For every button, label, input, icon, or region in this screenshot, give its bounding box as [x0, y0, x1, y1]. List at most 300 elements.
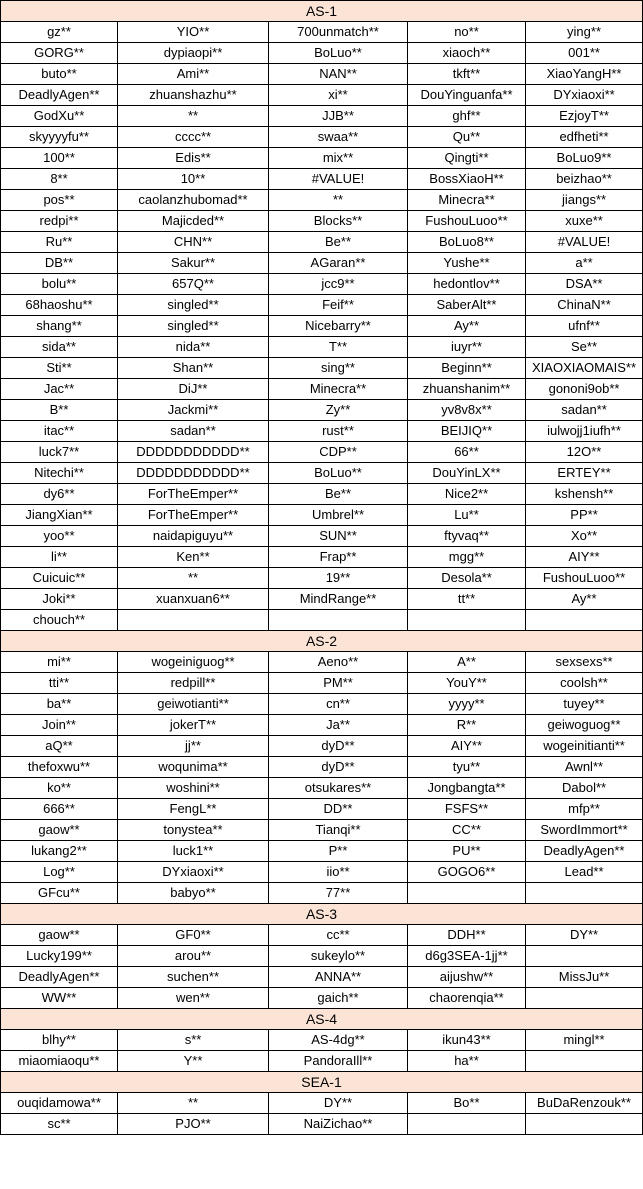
- player-name-cell: Lu**: [408, 505, 526, 526]
- player-name-cell: mfp**: [526, 799, 643, 820]
- player-name-cell: MindRange**: [269, 589, 408, 610]
- player-name-cell: AIY**: [408, 736, 526, 757]
- player-name-cell: 12O**: [526, 442, 643, 463]
- player-name-cell: buto**: [1, 64, 118, 85]
- player-name-cell: PandoraIll**: [269, 1051, 408, 1072]
- player-name-cell: yv8v8x**: [408, 400, 526, 421]
- player-name-cell: gaow**: [1, 820, 118, 841]
- player-name-cell: DYxiaoxi**: [526, 85, 643, 106]
- player-name-cell: ChinaN**: [526, 295, 643, 316]
- player-name-cell: naidapiguyu**: [118, 526, 269, 547]
- player-name-cell: tuyey**: [526, 694, 643, 715]
- table-row: [1, 211, 643, 232]
- table-row: [1, 568, 643, 589]
- player-name-cell: tyu**: [408, 757, 526, 778]
- player-name-cell: mi**: [1, 652, 118, 673]
- section-title: AS-1: [1, 1, 643, 22]
- player-name-cell: Yushe**: [408, 253, 526, 274]
- player-name-cell: s**: [118, 1030, 269, 1051]
- player-name-cell: mix**: [269, 148, 408, 169]
- player-name-cell: JiangXian**: [1, 505, 118, 526]
- table-row: [1, 505, 643, 526]
- player-name-cell: B**: [1, 400, 118, 421]
- player-name-cell: Nice2**: [408, 484, 526, 505]
- player-name-cell: 657Q**: [118, 274, 269, 295]
- player-name-cell: arou**: [118, 946, 269, 967]
- player-name-cell: GodXu**: [1, 106, 118, 127]
- table-row: [1, 253, 643, 274]
- player-name-cell: 666**: [1, 799, 118, 820]
- table-row: [1, 589, 643, 610]
- player-name-cell: Be**: [269, 232, 408, 253]
- player-name-cell: dypiaopi**: [118, 43, 269, 64]
- player-name-cell: geiwoguog**: [526, 715, 643, 736]
- player-name-cell: cn**: [269, 694, 408, 715]
- player-name-cell: Ru**: [1, 232, 118, 253]
- player-name-cell: ForTheEmper**: [118, 505, 269, 526]
- player-name-cell: gononi9ob**: [526, 379, 643, 400]
- player-name-cell: Aeno**: [269, 652, 408, 673]
- player-name-cell: DeadlyAgen**: [526, 841, 643, 862]
- player-name-cell: 8**: [1, 169, 118, 190]
- player-name-cell: XIAOXIAOMAIS**: [526, 358, 643, 379]
- player-name-cell: Minecra**: [408, 190, 526, 211]
- player-name-cell: cc**: [269, 925, 408, 946]
- player-name-cell: [408, 883, 526, 904]
- player-name-cell: tonystea**: [118, 820, 269, 841]
- player-name-cell: 100**: [1, 148, 118, 169]
- player-name-cell: Tianqi**: [269, 820, 408, 841]
- table-row: [1, 883, 643, 904]
- player-name-cell: ikun43**: [408, 1030, 526, 1051]
- player-name-cell: dy6**: [1, 484, 118, 505]
- player-name-cell: BossXiaoH**: [408, 169, 526, 190]
- player-name-cell: itac**: [1, 421, 118, 442]
- player-name-cell: ghf**: [408, 106, 526, 127]
- player-name-cell: bolu**: [1, 274, 118, 295]
- table-row: [1, 64, 643, 85]
- player-name-cell: yoo**: [1, 526, 118, 547]
- player-name-cell: DB**: [1, 253, 118, 274]
- section-header-row: [1, 1009, 643, 1030]
- player-name-cell: Ja**: [269, 715, 408, 736]
- player-name-cell: Y**: [118, 1051, 269, 1072]
- player-name-cell: zhuanshanim**: [408, 379, 526, 400]
- player-name-cell: GORG**: [1, 43, 118, 64]
- player-name-cell: nida**: [118, 337, 269, 358]
- player-name-cell: **: [118, 1093, 269, 1114]
- player-name-cell: NAN**: [269, 64, 408, 85]
- player-name-cell: iio**: [269, 862, 408, 883]
- table-row: [1, 1114, 643, 1135]
- player-name-cell: Qingti**: [408, 148, 526, 169]
- player-name-cell: A**: [408, 652, 526, 673]
- player-name-cell: sida**: [1, 337, 118, 358]
- player-name-cell: FengL**: [118, 799, 269, 820]
- table-row: [1, 862, 643, 883]
- player-name-cell: ufnf**: [526, 316, 643, 337]
- player-name-cell: ying**: [526, 22, 643, 43]
- player-name-cell: rust**: [269, 421, 408, 442]
- player-name-cell: CHN**: [118, 232, 269, 253]
- player-name-cell: wogeiniguog**: [118, 652, 269, 673]
- player-name-cell: woshini**: [118, 778, 269, 799]
- table-row: [1, 463, 643, 484]
- player-name-cell: beizhao**: [526, 169, 643, 190]
- player-name-cell: ftyvaq**: [408, 526, 526, 547]
- table-row: [1, 1093, 643, 1114]
- player-name-cell: gz**: [1, 22, 118, 43]
- player-name-cell: CDP**: [269, 442, 408, 463]
- player-name-cell: xuxe**: [526, 211, 643, 232]
- player-name-cell: SaberAlt**: [408, 295, 526, 316]
- player-name-cell: sc**: [1, 1114, 118, 1135]
- player-name-cell: [118, 610, 269, 631]
- player-name-cell: DeadlyAgen**: [1, 967, 118, 988]
- player-name-cell: DDH**: [408, 925, 526, 946]
- player-name-cell: kshensh**: [526, 484, 643, 505]
- table-row: [1, 274, 643, 295]
- player-name-cell: li**: [1, 547, 118, 568]
- player-name-cell: Nicebarry**: [269, 316, 408, 337]
- player-name-cell: Beginn**: [408, 358, 526, 379]
- player-name-cell: jj**: [118, 736, 269, 757]
- table-row: [1, 715, 643, 736]
- player-name-cell: Jongbangta**: [408, 778, 526, 799]
- player-name-cell: redpi**: [1, 211, 118, 232]
- player-name-cell: T**: [269, 337, 408, 358]
- section-header-row: [1, 1072, 643, 1093]
- section-title: AS-3: [1, 904, 643, 925]
- player-name-cell: Jackmi**: [118, 400, 269, 421]
- player-list-body: [1, 1, 643, 1135]
- player-name-cell: DDDDDDDDDDD**: [118, 463, 269, 484]
- player-name-cell: R**: [408, 715, 526, 736]
- player-name-cell: [526, 988, 643, 1009]
- player-name-cell: sing**: [269, 358, 408, 379]
- player-name-cell: GOGO6**: [408, 862, 526, 883]
- player-name-cell: Ay**: [408, 316, 526, 337]
- player-name-cell: Majicded**: [118, 211, 269, 232]
- player-name-cell: NaiZichao**: [269, 1114, 408, 1135]
- player-name-cell: Blocks**: [269, 211, 408, 232]
- section-title: AS-2: [1, 631, 643, 652]
- player-name-cell: luck7**: [1, 442, 118, 463]
- player-name-cell: gaow**: [1, 925, 118, 946]
- table-row: [1, 673, 643, 694]
- section-title: SEA-1: [1, 1072, 643, 1093]
- table-row: [1, 379, 643, 400]
- player-name-cell: Frap**: [269, 547, 408, 568]
- player-name-cell: Lead**: [526, 862, 643, 883]
- player-name-cell: DouYinguanfa**: [408, 85, 526, 106]
- player-name-cell: BuDaRenzouk**: [526, 1093, 643, 1114]
- table-row: [1, 820, 643, 841]
- table-row: [1, 946, 643, 967]
- player-name-cell: otsukares**: [269, 778, 408, 799]
- table-row: [1, 127, 643, 148]
- player-name-cell: GFcu**: [1, 883, 118, 904]
- player-name-cell: DouYinLX**: [408, 463, 526, 484]
- table-row: [1, 232, 643, 253]
- table-row: [1, 547, 643, 568]
- player-name-cell: xiaoch**: [408, 43, 526, 64]
- player-name-cell: chouch**: [1, 610, 118, 631]
- player-name-cell: sadan**: [118, 421, 269, 442]
- table-row: [1, 694, 643, 715]
- player-name-cell: jokerT**: [118, 715, 269, 736]
- table-row: [1, 1030, 643, 1051]
- section-title: AS-4: [1, 1009, 643, 1030]
- player-name-cell: ba**: [1, 694, 118, 715]
- player-name-cell: hedontlov**: [408, 274, 526, 295]
- player-name-cell: Jac**: [1, 379, 118, 400]
- player-name-cell: DD**: [269, 799, 408, 820]
- table-row: [1, 736, 643, 757]
- player-name-cell: Desola**: [408, 568, 526, 589]
- player-name-cell: AS-4dg**: [269, 1030, 408, 1051]
- player-name-cell: yyyy**: [408, 694, 526, 715]
- player-name-cell: EzjoyT**: [526, 106, 643, 127]
- player-name-cell: [526, 1114, 643, 1135]
- player-name-cell: zhuanshazhu**: [118, 85, 269, 106]
- player-name-cell: cccc**: [118, 127, 269, 148]
- player-name-cell: sadan**: [526, 400, 643, 421]
- player-name-cell: 700unmatch**: [269, 22, 408, 43]
- player-name-cell: thefoxwu**: [1, 757, 118, 778]
- player-name-cell: DY**: [269, 1093, 408, 1114]
- player-name-cell: Edis**: [118, 148, 269, 169]
- player-name-cell: geiwotianti**: [118, 694, 269, 715]
- table-row: [1, 652, 643, 673]
- player-name-cell: tkft**: [408, 64, 526, 85]
- player-name-cell: Log**: [1, 862, 118, 883]
- player-name-cell: P**: [269, 841, 408, 862]
- player-name-cell: 001**: [526, 43, 643, 64]
- player-name-cell: chaorenqia**: [408, 988, 526, 1009]
- player-name-cell: Awnl**: [526, 757, 643, 778]
- table-row: [1, 22, 643, 43]
- player-name-cell: DDDDDDDDDDD**: [118, 442, 269, 463]
- player-name-cell: shang**: [1, 316, 118, 337]
- player-name-cell: BoLuo**: [269, 463, 408, 484]
- player-name-cell: 10**: [118, 169, 269, 190]
- player-name-cell: DYxiaoxi**: [118, 862, 269, 883]
- table-row: [1, 967, 643, 988]
- player-name-cell: dyD**: [269, 757, 408, 778]
- player-name-cell: YIO**: [118, 22, 269, 43]
- player-name-cell: ERTEY**: [526, 463, 643, 484]
- player-name-cell: edfheti**: [526, 127, 643, 148]
- table-row: [1, 169, 643, 190]
- player-name-cell: Cuicuic**: [1, 568, 118, 589]
- player-name-cell: Qu**: [408, 127, 526, 148]
- player-name-cell: XiaoYangH**: [526, 64, 643, 85]
- player-name-cell: redpill**: [118, 673, 269, 694]
- player-name-cell: coolsh**: [526, 673, 643, 694]
- player-name-cell: 66**: [408, 442, 526, 463]
- player-name-cell: wogeinitianti**: [526, 736, 643, 757]
- player-name-cell: Ay**: [526, 589, 643, 610]
- player-name-cell: MissJu**: [526, 967, 643, 988]
- player-name-cell: DY**: [526, 925, 643, 946]
- player-name-cell: sexsexs**: [526, 652, 643, 673]
- table-row: [1, 400, 643, 421]
- player-name-cell: JJB**: [269, 106, 408, 127]
- player-name-cell: WW**: [1, 988, 118, 1009]
- player-name-cell: jiangs**: [526, 190, 643, 211]
- player-name-cell: Shan**: [118, 358, 269, 379]
- player-name-cell: Dabol**: [526, 778, 643, 799]
- player-name-cell: **: [118, 106, 269, 127]
- player-name-cell: skyyyyfu**: [1, 127, 118, 148]
- section-header-row: [1, 631, 643, 652]
- player-name-cell: luck1**: [118, 841, 269, 862]
- table-row: [1, 148, 643, 169]
- table-row: [1, 988, 643, 1009]
- player-name-cell: DeadlyAgen**: [1, 85, 118, 106]
- player-name-cell: PP**: [526, 505, 643, 526]
- player-name-cell: [408, 1114, 526, 1135]
- player-name-cell: singled**: [118, 316, 269, 337]
- player-name-cell: Umbrel**: [269, 505, 408, 526]
- table-row: [1, 43, 643, 64]
- player-name-cell: DSA**: [526, 274, 643, 295]
- player-name-cell: SwordImmort**: [526, 820, 643, 841]
- player-name-cell: Minecra**: [269, 379, 408, 400]
- player-name-cell: [526, 883, 643, 904]
- player-name-cell: Sti**: [1, 358, 118, 379]
- table-row: [1, 1051, 643, 1072]
- player-name-cell: AIY**: [526, 547, 643, 568]
- player-name-cell: 68haoshu**: [1, 295, 118, 316]
- table-row: [1, 778, 643, 799]
- player-name-cell: ko**: [1, 778, 118, 799]
- player-name-cell: tti**: [1, 673, 118, 694]
- table-row: [1, 190, 643, 211]
- player-name-cell: tt**: [408, 589, 526, 610]
- table-row: [1, 421, 643, 442]
- player-name-cell: #VALUE!: [526, 232, 643, 253]
- section-header-row: [1, 904, 643, 925]
- player-name-cell: mingl**: [526, 1030, 643, 1051]
- player-name-cell: iulwojj1iufh**: [526, 421, 643, 442]
- player-name-cell: FushouLuoo**: [526, 568, 643, 589]
- player-name-cell: 77**: [269, 883, 408, 904]
- player-name-cell: blhy**: [1, 1030, 118, 1051]
- player-name-cell: Xo**: [526, 526, 643, 547]
- player-name-cell: DiJ**: [118, 379, 269, 400]
- table-row: [1, 106, 643, 127]
- section-header-row: [1, 1, 643, 22]
- player-name-cell: Ken**: [118, 547, 269, 568]
- player-name-cell: PU**: [408, 841, 526, 862]
- table-row: [1, 757, 643, 778]
- player-name-cell: BoLuo**: [269, 43, 408, 64]
- player-name-cell: FushouLuoo**: [408, 211, 526, 232]
- player-name-cell: SUN**: [269, 526, 408, 547]
- player-name-cell: 19**: [269, 568, 408, 589]
- player-name-cell: Joki**: [1, 589, 118, 610]
- player-name-cell: wen**: [118, 988, 269, 1009]
- table-row: [1, 841, 643, 862]
- player-name-cell: **: [269, 190, 408, 211]
- player-name-cell: ha**: [408, 1051, 526, 1072]
- player-name-cell: Nitechi**: [1, 463, 118, 484]
- player-name-cell: [526, 1051, 643, 1072]
- table-row: [1, 526, 643, 547]
- player-name-cell: xuanxuan6**: [118, 589, 269, 610]
- table-row: [1, 358, 643, 379]
- player-name-cell: #VALUE!: [269, 169, 408, 190]
- table-row: [1, 316, 643, 337]
- table-row: [1, 484, 643, 505]
- player-name-cell: PM**: [269, 673, 408, 694]
- player-name-cell: BoLuo8**: [408, 232, 526, 253]
- player-name-cell: sukeylo**: [269, 946, 408, 967]
- player-name-cell: a**: [526, 253, 643, 274]
- player-name-cell: Lucky199**: [1, 946, 118, 967]
- table-row: [1, 925, 643, 946]
- player-name-cell: miaomiaoqu**: [1, 1051, 118, 1072]
- player-name-cell: singled**: [118, 295, 269, 316]
- player-name-cell: GF0**: [118, 925, 269, 946]
- player-name-cell: pos**: [1, 190, 118, 211]
- player-name-cell: jcc9**: [269, 274, 408, 295]
- player-name-cell: aQ**: [1, 736, 118, 757]
- player-name-cell: [408, 610, 526, 631]
- player-name-cell: [526, 610, 643, 631]
- table-row: [1, 85, 643, 106]
- player-name-cell: suchen**: [118, 967, 269, 988]
- player-name-cell: FSFS**: [408, 799, 526, 820]
- table-row: [1, 610, 643, 631]
- player-name-cell: mgg**: [408, 547, 526, 568]
- player-name-cell: aijushw**: [408, 967, 526, 988]
- table-row: [1, 442, 643, 463]
- player-name-cell: Ami**: [118, 64, 269, 85]
- player-name-cell: ouqidamowa**: [1, 1093, 118, 1114]
- player-name-cell: Be**: [269, 484, 408, 505]
- player-name-cell: no**: [408, 22, 526, 43]
- player-name-cell: ANNA**: [269, 967, 408, 988]
- player-name-cell: d6g3SEA-1jj**: [408, 946, 526, 967]
- player-name-cell: caolanzhubomad**: [118, 190, 269, 211]
- player-name-cell: CC**: [408, 820, 526, 841]
- player-name-cell: Se**: [526, 337, 643, 358]
- player-name-cell: [269, 610, 408, 631]
- player-name-cell: dyD**: [269, 736, 408, 757]
- player-name-cell: Bo**: [408, 1093, 526, 1114]
- player-name-cell: Join**: [1, 715, 118, 736]
- player-name-cell: ForTheEmper**: [118, 484, 269, 505]
- table-row: [1, 337, 643, 358]
- player-name-cell: **: [118, 568, 269, 589]
- player-name-cell: BoLuo9**: [526, 148, 643, 169]
- player-name-cell: swaa**: [269, 127, 408, 148]
- player-name-cell: PJO**: [118, 1114, 269, 1135]
- player-name-cell: Sakur**: [118, 253, 269, 274]
- player-name-cell: Zy**: [269, 400, 408, 421]
- table-row: [1, 295, 643, 316]
- player-name-cell: babyo**: [118, 883, 269, 904]
- table-row: [1, 799, 643, 820]
- player-name-cell: BEIJIQ**: [408, 421, 526, 442]
- player-name-cell: lukang2**: [1, 841, 118, 862]
- player-name-cell: Feif**: [269, 295, 408, 316]
- player-name-cell: AGaran**: [269, 253, 408, 274]
- player-name-cell: iuyr**: [408, 337, 526, 358]
